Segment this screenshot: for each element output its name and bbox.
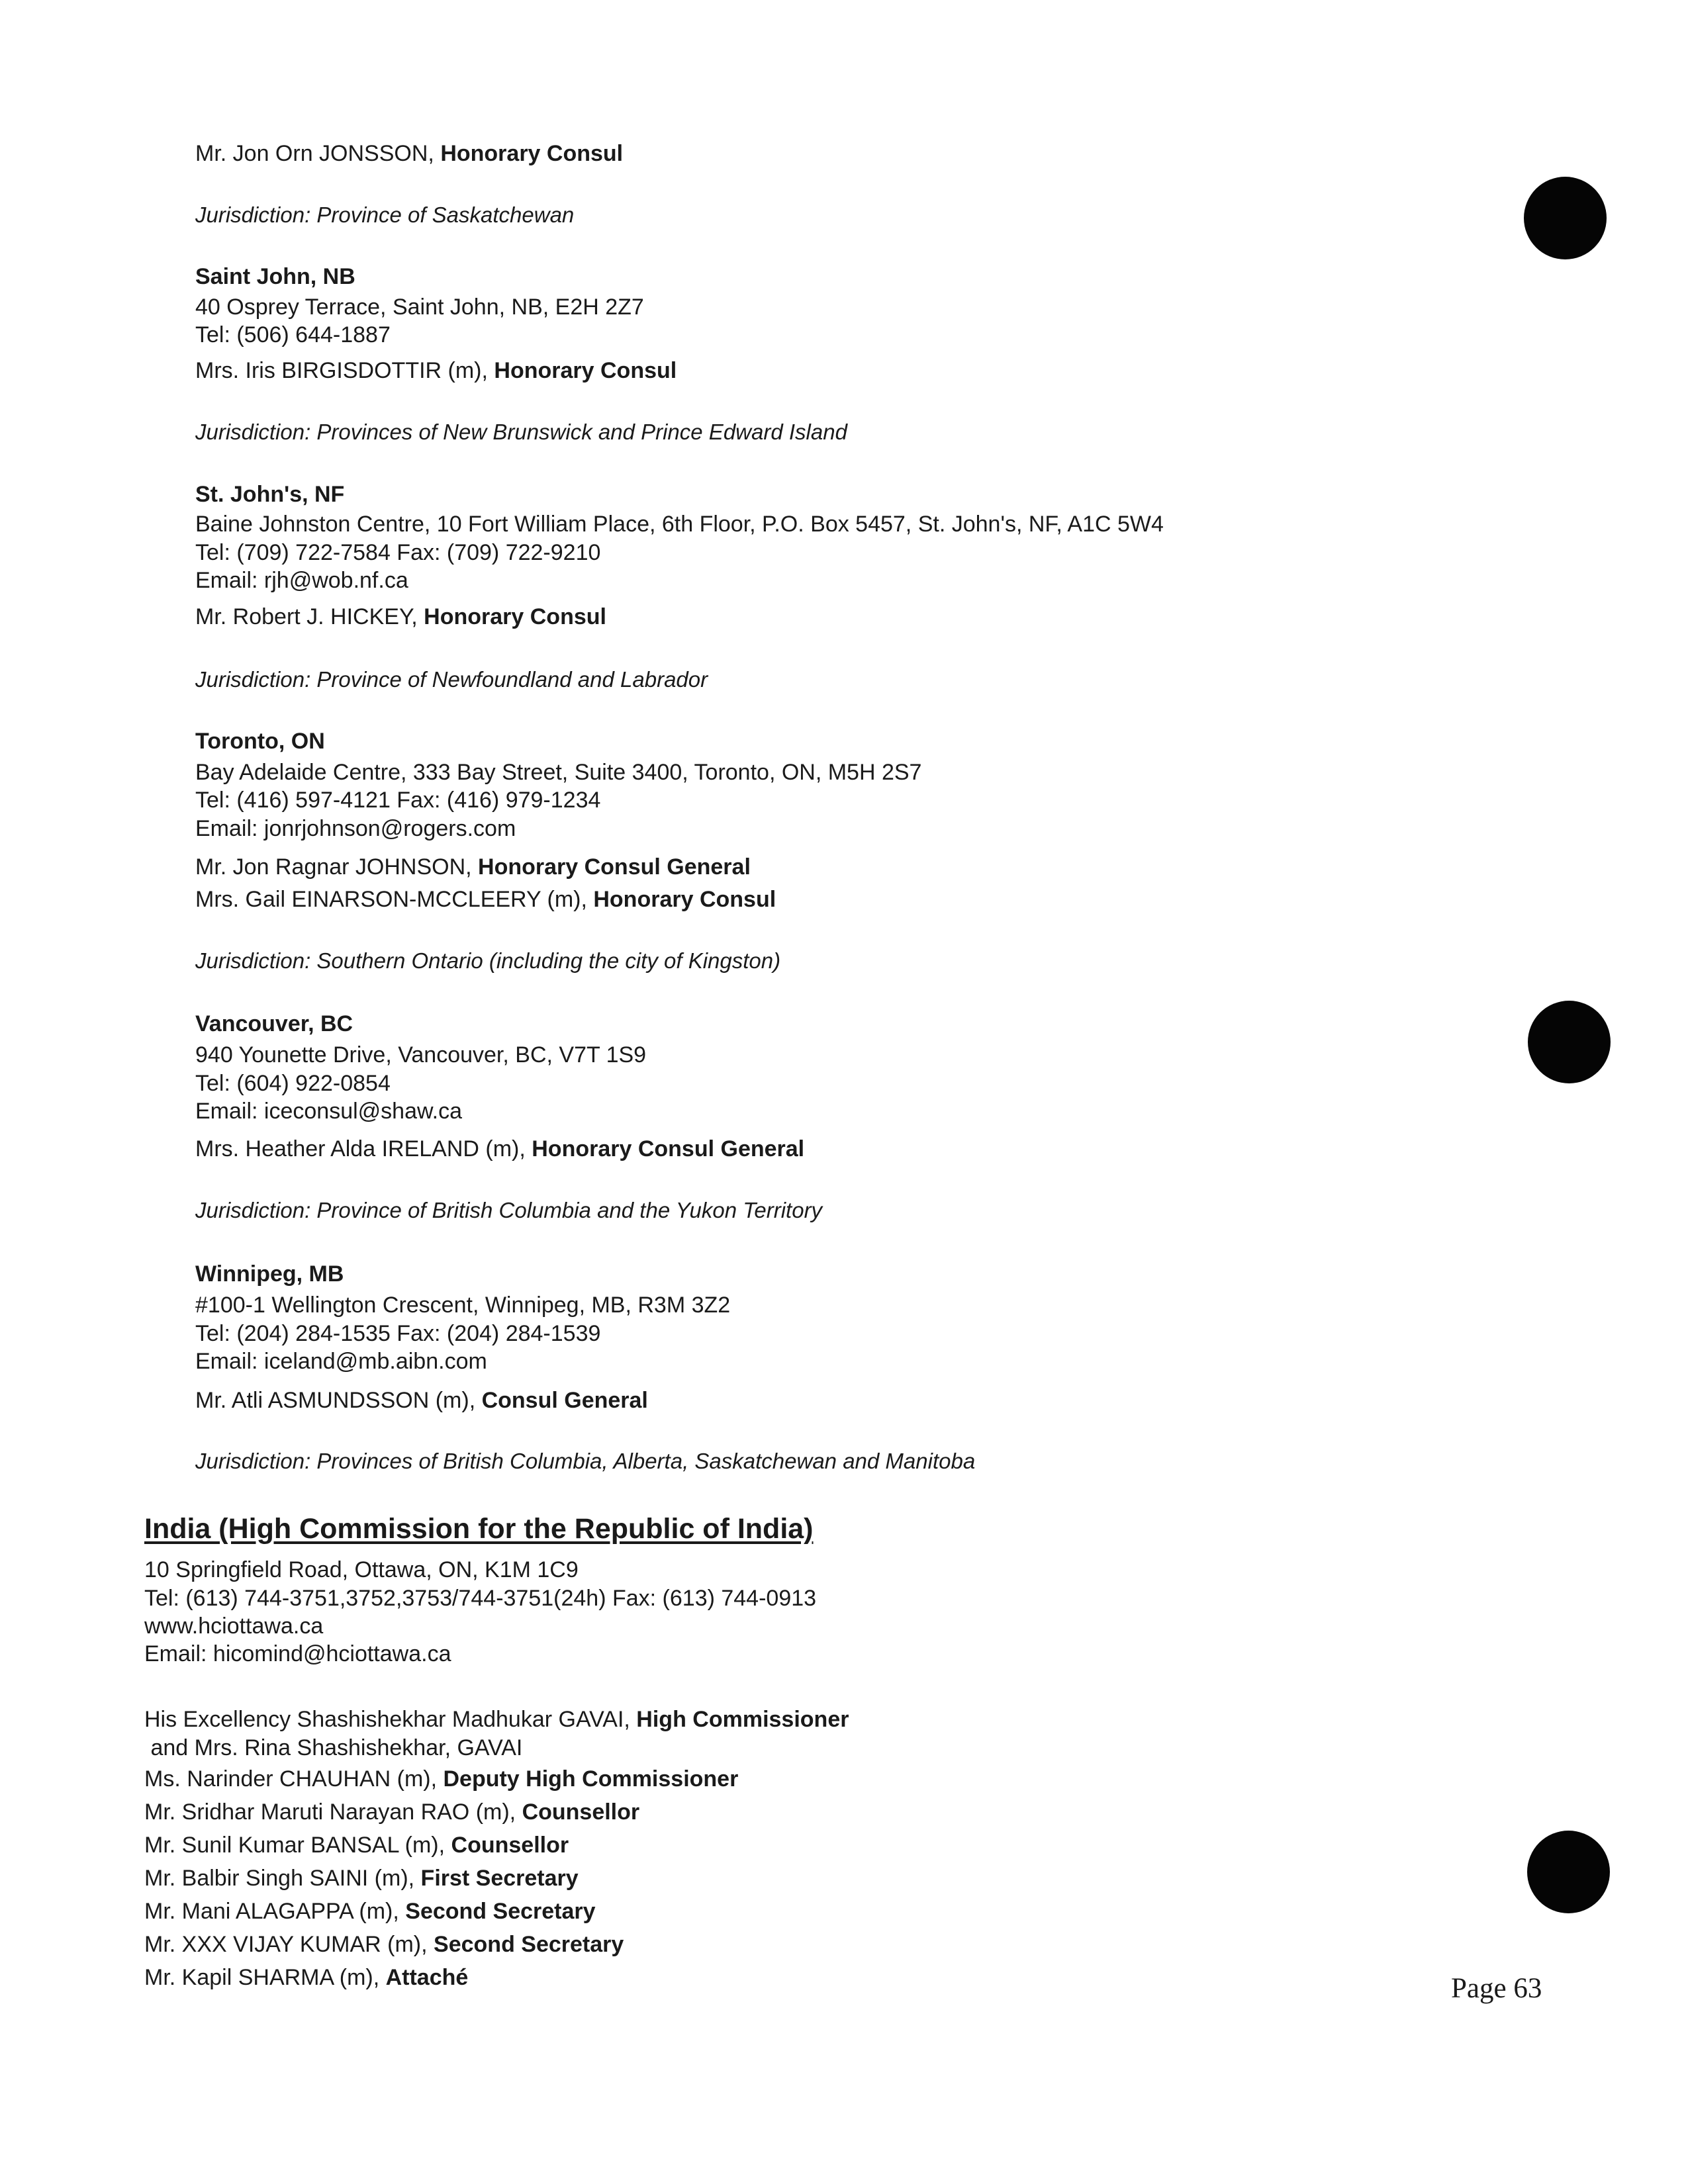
punch-hole-bottom — [1527, 1831, 1610, 1913]
address-line: 940 Younette Drive, Vancouver, BC, V7T 1S9 — [195, 1042, 647, 1068]
person-name: Mr. XXX VIJAY KUMAR (m), — [144, 1932, 434, 1957]
person-title: Honorary Consul — [494, 358, 677, 383]
person-title: Counsellor — [522, 1799, 640, 1825]
phone-line: Tel: (613) 744-3751,3752,3753/744-3751(24h) Fax: (613) 744-0913 — [144, 1586, 817, 1611]
punch-hole-top — [1524, 177, 1607, 259]
city-heading: Winnipeg, MB — [195, 1261, 344, 1287]
jurisdiction-label: Jurisdiction: — [195, 420, 311, 444]
person-name: Mr. Mani ALAGAPPA (m), — [144, 1899, 406, 1924]
punch-hole-middle — [1528, 1001, 1611, 1083]
staff-line — [144, 1898, 596, 1925]
spouse-line: and Mrs. Rina Shashishekhar, GAVAI — [144, 1735, 523, 1760]
jurisdiction-text: Southern Ontario (including the city of Kingston) — [310, 948, 781, 973]
person-name: His Excellency Shashishekhar Madhukar GAVAI, — [144, 1707, 637, 1732]
city-heading: Vancouver, BC — [195, 1011, 353, 1036]
person-title: Honorary Consul General — [532, 1136, 805, 1161]
person-name: Mr. Atli ASMUNDSSON (m), — [195, 1388, 482, 1413]
person-title: High Commissioner — [636, 1707, 849, 1732]
address-line: 40 Osprey Terrace, Saint John, NB, E2H 2Z7 — [195, 295, 644, 320]
jurisdiction-label: Jurisdiction: — [195, 948, 311, 973]
person-line — [195, 357, 677, 384]
person-title: Attaché — [385, 1965, 469, 1990]
staff-line — [144, 1865, 579, 1891]
person-title: Honorary Consul — [593, 887, 776, 912]
email-line: Email: iceland@mb.aibn.com — [195, 1349, 487, 1374]
person-title: Second Secretary — [434, 1932, 624, 1957]
person-title: Counsellor — [451, 1833, 569, 1858]
email-line: Email: hicomind@hciottawa.ca — [144, 1641, 451, 1666]
person-line — [195, 140, 623, 167]
address-line: Bay Adelaide Centre, 333 Bay Street, Suite 3400, Toronto, ON, M5H 2S7 — [195, 760, 922, 785]
jurisdiction — [195, 202, 574, 228]
staff-line — [144, 1832, 569, 1858]
phone-line: Tel: (709) 722-7584 Fax: (709) 722-9210 — [195, 540, 601, 565]
person-name: Mr. Jon Orn JONSSON, — [195, 141, 441, 166]
person-title: First Secretary — [420, 1866, 579, 1891]
person-name: Mr. Robert J. HICKEY, — [195, 604, 424, 629]
email-line: Email: jonrjohnson@rogers.com — [195, 816, 516, 841]
phone-line: Tel: (506) 644-1887 — [195, 322, 391, 347]
person-name: Mrs. Heather Alda IRELAND (m), — [195, 1136, 532, 1161]
person-name: Mrs. Iris BIRGISDOTTIR (m), — [195, 358, 494, 383]
person-name: Mrs. Gail EINARSON-MCCLEERY (m), — [195, 887, 594, 912]
person-name: Mr. Kapil SHARMA (m), — [144, 1965, 386, 1990]
person-name: Mr. Sridhar Maruti Narayan RAO (m), — [144, 1799, 522, 1825]
jurisdiction-label: Jurisdiction: — [195, 203, 311, 227]
staff-line — [144, 1964, 468, 1991]
city-heading: Saint John, NB — [195, 264, 355, 289]
section-heading-india: India (High Commission for the Republic of India) — [144, 1513, 814, 1545]
jurisdiction-text: Province of Saskatchewan — [310, 203, 575, 227]
person-title: Honorary Consul — [424, 604, 606, 629]
jurisdiction-label: Jurisdiction: — [195, 1449, 311, 1473]
person-line — [195, 854, 751, 880]
jurisdiction — [195, 666, 708, 693]
jurisdiction — [195, 1448, 975, 1475]
head-of-mission — [144, 1706, 849, 1733]
page-number: Page 63 — [1451, 1973, 1542, 2004]
staff-line — [144, 1766, 738, 1792]
address-line: 10 Springfield Road, Ottawa, ON, K1M 1C9 — [144, 1557, 579, 1582]
website-line: www.hciottawa.ca — [144, 1614, 324, 1639]
address-line: #100-1 Wellington Crescent, Winnipeg, MB, R3M 3Z2 — [195, 1293, 731, 1318]
city-heading: St. John's, NF — [195, 482, 345, 507]
person-title: Honorary Consul — [440, 141, 624, 166]
email-line: Email: iceconsul@shaw.ca — [195, 1099, 463, 1124]
person-line — [195, 886, 776, 913]
jurisdiction-text: Province of British Columbia and the Yukon Territory — [310, 1198, 823, 1222]
jurisdiction — [195, 419, 847, 445]
jurisdiction-text: Provinces of New Brunswick and Prince Edward Island — [310, 420, 847, 444]
person-title: Consul General — [481, 1388, 648, 1413]
city-heading: Toronto, ON — [195, 729, 325, 754]
person-name: Mr. Balbir Singh SAINI (m), — [144, 1866, 421, 1891]
jurisdiction-label: Jurisdiction: — [195, 667, 311, 692]
phone-line: Tel: (204) 284-1535 Fax: (204) 284-1539 — [195, 1321, 601, 1346]
person-line — [195, 604, 606, 630]
address-line: Baine Johnston Centre, 10 Fort William Place, 6th Floor, P.O. Box 5457, St. John's, NF, A1C 5W4 — [195, 512, 1164, 537]
person-line — [195, 1136, 804, 1162]
jurisdiction — [195, 1197, 822, 1224]
person-name: Mr. Sunil Kumar BANSAL (m), — [144, 1833, 451, 1858]
person-title: Honorary Consul General — [478, 854, 751, 880]
jurisdiction-text: Province of Newfoundland and Labrador — [310, 667, 708, 692]
staff-line — [144, 1931, 624, 1958]
person-title: Second Secretary — [405, 1899, 596, 1924]
email-line: Email: rjh@wob.nf.ca — [195, 568, 408, 593]
jurisdiction — [195, 948, 780, 974]
phone-line: Tel: (604) 922-0854 — [195, 1071, 391, 1096]
person-name: Ms. Narinder CHAUHAN (m), — [144, 1766, 444, 1792]
jurisdiction-label: Jurisdiction: — [195, 1198, 311, 1222]
person-line — [195, 1387, 648, 1414]
person-title: Deputy High Commissioner — [443, 1766, 739, 1792]
phone-line: Tel: (416) 597-4121 Fax: (416) 979-1234 — [195, 788, 601, 813]
staff-line — [144, 1799, 639, 1825]
jurisdiction-text: Provinces of British Columbia, Alberta, Saskatchewan and Manitoba — [310, 1449, 976, 1473]
person-name: Mr. Jon Ragnar JOHNSON, — [195, 854, 479, 880]
